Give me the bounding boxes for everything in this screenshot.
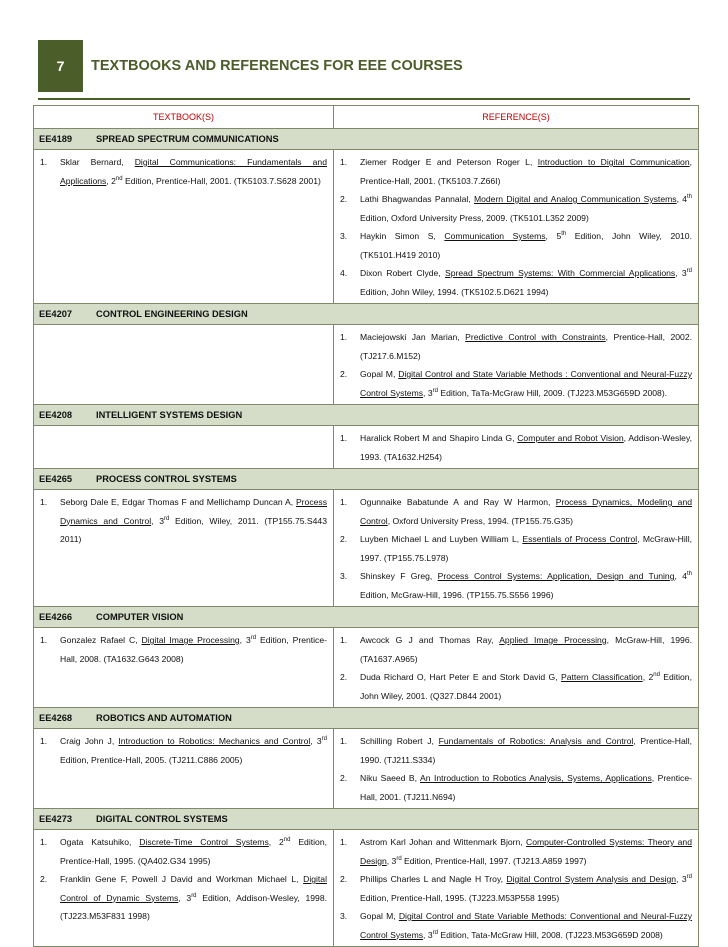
- item-details: , 3: [675, 268, 687, 278]
- item-edition-suffix: rd: [321, 736, 327, 743]
- item-authors: Schilling Robert J,: [360, 736, 439, 746]
- item-edition-suffix: rd: [396, 855, 402, 862]
- item-number: 3.: [340, 571, 348, 581]
- item-edition-suffix: rd: [191, 892, 197, 899]
- course-name: INTELLIGENT SYSTEMS DESIGN: [96, 410, 243, 420]
- item-authors: Maciejowski Jan Marian,: [360, 332, 466, 342]
- item-title: Discrete-Time Control Systems: [139, 837, 269, 847]
- item-title: Digital Control and State Variable Methods: Conventional and Neural-Fuzzy Control Systems: [360, 911, 692, 940]
- item-details: , McGraw-Hill, 1996. (TA1637.A965): [360, 635, 693, 664]
- item-title: Predictive Control with Constraints: [465, 332, 606, 342]
- references-list: [334, 426, 698, 468]
- item-authors: Ogunnaike Babatunde A and Ray W Harmon,: [360, 497, 556, 507]
- references-list: [334, 830, 698, 946]
- item-details: , Addison-Wesley, 1993. (TA1632.H254): [360, 433, 693, 462]
- references-list: [334, 729, 698, 808]
- item-title: Digital Image Processing: [141, 635, 240, 645]
- item-number: 1.: [340, 837, 348, 847]
- references-list: [334, 325, 698, 404]
- item-details: , 4: [676, 194, 687, 204]
- item-edition-suffix: th: [687, 194, 693, 201]
- course-header-cell: [34, 708, 699, 729]
- textbook-cell: [34, 830, 334, 947]
- courses-body: [34, 129, 699, 947]
- item-details: , Prentice-Hall, 2001. (TK5103.7.Z66I): [360, 157, 692, 186]
- item-publisher: Edition, Tata-McGraw Hill, 2008. (TJ223.M53G659D 2008): [437, 929, 663, 940]
- item-authors: Ogata Katsuhiko,: [60, 837, 140, 847]
- column-header-row: [34, 106, 699, 129]
- textbook-cell: [34, 426, 334, 469]
- item-number: 4.: [340, 268, 348, 278]
- references-list: [334, 150, 698, 303]
- item-number: 2.: [340, 874, 348, 884]
- item-details: , 3: [423, 387, 433, 398]
- item-edition-suffix: rd: [250, 635, 257, 642]
- course-name: DIGITAL CONTROL SYSTEMS: [96, 814, 228, 824]
- course-books-row: [34, 490, 699, 607]
- item-edition-suffix: nd: [115, 175, 123, 182]
- item-publisher: Edition, TaTa-McGraw Hill, 2009. (TJ223.M53G659D 2008).: [437, 387, 668, 398]
- item-number: 3.: [340, 911, 348, 921]
- item-publisher: Edition, Addison-Wesley, 1998. (TJ223.M53F831 1998): [60, 892, 327, 921]
- item-number: 1.: [340, 433, 348, 443]
- item-edition-suffix: rd: [164, 515, 170, 522]
- item-authors: Gonzalez Rafael C,: [60, 635, 142, 645]
- course-books-row: [34, 150, 699, 304]
- item-publisher: Edition, Prentice-Hall, 2001. (TK5103.7.S628 2001): [122, 175, 321, 186]
- item-title: Digital Communications: Fundamentals and Applications: [60, 157, 327, 186]
- item-publisher: Edition, Prentice-Hall, 1995. (TJ223.M53P558 1995): [360, 892, 560, 903]
- reference-item: [340, 190, 692, 227]
- item-number: 1.: [340, 635, 348, 645]
- item-details: , Oxford University Press, 1994. (TP155.75.G35): [387, 515, 574, 526]
- reference-item: [340, 493, 692, 530]
- course-books-row: [34, 628, 699, 708]
- reference-cell: [334, 729, 699, 809]
- item-authors: Phillips Charles L and Nagle H Troy,: [360, 874, 507, 884]
- reference-item: [340, 429, 692, 466]
- item-authors: Gopal M,: [360, 369, 399, 379]
- course-header-row: [34, 809, 699, 830]
- reference-item: [340, 833, 692, 870]
- item-number: 1.: [340, 736, 348, 746]
- item-number: 2.: [340, 194, 348, 204]
- textbooks-list: [34, 426, 333, 431]
- item-publisher: Edition, Prentice-Hall, 2005. (TJ211.C886 2005): [60, 754, 243, 765]
- item-edition-suffix: th: [561, 231, 567, 238]
- item-number: 3.: [340, 231, 348, 241]
- textbook-cell: [34, 150, 334, 304]
- item-publisher: Edition, Prentice-Hall, 1997. (TJ213.A859 1997): [401, 855, 587, 866]
- item-number: 1.: [40, 497, 48, 507]
- course-code: EE4273: [39, 814, 73, 824]
- reference-item: [340, 870, 692, 907]
- course-books-row: [34, 729, 699, 809]
- reference-item: [340, 769, 692, 806]
- item-title: Computer-Controlled Systems: Theory and Design: [360, 837, 692, 866]
- item-title: Digital Control System Analysis and Design: [506, 874, 677, 884]
- textbook-cell: [34, 628, 334, 708]
- header-divider: [38, 98, 690, 100]
- item-details: , 3: [386, 855, 397, 866]
- reference-column-header: REFERENCE(S): [334, 106, 699, 129]
- course-books-row: [34, 830, 699, 947]
- item-authors: Awcock G J and Thomas Ray,: [360, 635, 500, 645]
- item-edition-suffix: nd: [283, 837, 291, 844]
- item-authors: Niku Saeed B,: [360, 773, 420, 783]
- item-publisher: Edition, John Wiley, 2010. (TK5101.H419 2010): [360, 231, 692, 260]
- item-title: Process Dynamics and Control: [60, 497, 327, 526]
- item-authors: Luyben Michael L and Luyben William L,: [360, 534, 523, 544]
- item-authors: Seborg Dale E, Edgar Thomas F and Mellichamp Duncan A,: [60, 497, 296, 507]
- reference-cell: [334, 150, 699, 304]
- item-details: , 3: [423, 929, 433, 940]
- course-header-cell: [34, 405, 699, 426]
- item-title: Pattern Classification: [560, 672, 643, 682]
- reference-cell: [334, 490, 699, 607]
- course-header-cell: [34, 607, 699, 628]
- item-title: Essentials of Process Control: [522, 534, 638, 544]
- reference-item: [340, 668, 692, 705]
- reference-item: [340, 264, 692, 301]
- course-name: PROCESS CONTROL SYSTEMS: [96, 474, 237, 484]
- item-number: 1.: [340, 157, 348, 167]
- item-details: , 2: [106, 175, 116, 186]
- course-header-row: [34, 304, 699, 325]
- item-details: , 3: [676, 874, 687, 884]
- textbook-item: [40, 631, 327, 668]
- item-details: , 3: [151, 515, 165, 526]
- item-edition-suffix: rd: [686, 268, 693, 275]
- textbook-item: [40, 833, 327, 870]
- item-title: Applied Image Processing: [499, 635, 607, 645]
- item-publisher: Edition, Prentice-Hall, 2008. (TA1632.G643 2008): [60, 635, 327, 664]
- item-title: Spread Spectrum Systems: With Commercial Applications: [445, 268, 676, 278]
- item-authors: Astrom Karl Johan and Wittenmark Bjorn,: [360, 837, 527, 847]
- item-edition-suffix: rd: [686, 874, 692, 881]
- textbooks-list: [34, 325, 333, 330]
- item-authors: Gopal M,: [360, 911, 399, 921]
- item-details: , Prentice-Hall, 1990. (TJ211.S334): [360, 736, 692, 765]
- course-books-row: [34, 426, 699, 469]
- references-table: [33, 105, 699, 947]
- course-header-cell: [34, 129, 699, 150]
- textbook-item: [40, 870, 327, 926]
- item-authors: Duda Richard O, Hart Peter E and Stork David G,: [360, 672, 561, 682]
- textbook-cell: [34, 490, 334, 607]
- reference-item: [340, 567, 692, 604]
- reference-cell: [334, 628, 699, 708]
- item-title: An Introduction to Robotics Analysis, Systems, Applications: [420, 773, 652, 783]
- item-number: 1.: [340, 497, 348, 507]
- course-header-cell: [34, 809, 699, 830]
- reference-cell: [334, 426, 699, 469]
- item-details: , Prentice-Hall, 2001. (TJ211.N694): [360, 773, 692, 802]
- item-authors: Ziemer Rodger E and Peterson Roger L,: [360, 157, 538, 167]
- course-code: EE4265: [39, 474, 73, 484]
- item-details: , 3: [239, 635, 251, 645]
- course-name: COMPUTER VISION: [96, 612, 184, 622]
- item-number: 1.: [340, 332, 348, 342]
- textbooks-list: [34, 830, 333, 928]
- item-edition-suffix: nd: [653, 672, 660, 679]
- section-number: 7: [38, 40, 83, 92]
- item-details: , 2: [642, 672, 654, 682]
- item-number: 2.: [340, 369, 348, 379]
- course-code: EE4207: [39, 309, 73, 319]
- item-edition-suffix: rd: [432, 929, 438, 936]
- item-authors: Haralick Robert M and Shapiro Linda G,: [360, 433, 518, 443]
- item-publisher: Edition, Oxford University Press, 2009. (TK5101.L352 2009): [360, 212, 589, 223]
- item-title: Process Control Systems: Application, Design and Tuning: [437, 571, 675, 581]
- item-title: Modern Digital and Analog Communication Systems: [473, 194, 677, 204]
- item-number: 2.: [340, 672, 348, 682]
- course-name: CONTROL ENGINEERING DESIGN: [96, 309, 248, 319]
- item-number: 1.: [40, 635, 48, 645]
- item-details: , 3: [178, 892, 192, 903]
- course-header-row: [34, 469, 699, 490]
- course-code: EE4189: [39, 134, 73, 144]
- textbooks-list: [34, 628, 333, 670]
- item-authors: Shinskey F Greg,: [360, 571, 438, 581]
- reference-cell: [334, 325, 699, 405]
- course-header-row: [34, 708, 699, 729]
- item-details: , 3: [310, 736, 322, 746]
- reference-cell: [334, 830, 699, 947]
- item-details: , McGraw-Hill, 1997. (TP155.75.L978): [360, 534, 693, 563]
- course-name: ROBOTICS AND AUTOMATION: [96, 713, 232, 723]
- reference-item: [340, 530, 692, 567]
- item-authors: Craig John J,: [60, 736, 119, 746]
- item-authors: Franklin Gene F, Powell J David and Workman Michael L,: [60, 874, 304, 884]
- course-books-row: [34, 325, 699, 405]
- item-title: Introduction to Digital Communication: [537, 157, 690, 167]
- reference-item: [340, 907, 692, 944]
- course-header-row: [34, 607, 699, 628]
- item-number: 2.: [40, 874, 48, 884]
- item-publisher: Edition, McGraw-Hill, 1996. (TP155.75.S556 1996): [360, 589, 554, 600]
- item-details: , 4: [674, 571, 687, 581]
- item-authors: Sklar Bernard,: [60, 157, 135, 167]
- textbook-column-header: TEXTBOOK(S): [34, 106, 334, 129]
- textbooks-list: [34, 150, 333, 192]
- textbook-cell: [34, 325, 334, 405]
- reference-item: [340, 227, 692, 264]
- reference-item: [340, 153, 692, 190]
- section-header: [38, 40, 690, 92]
- item-number: 2.: [340, 773, 348, 783]
- item-publisher: Edition, Prentice-Hall, 1995. (QA402.G34 1995): [60, 837, 327, 866]
- item-title: Introduction to Robotics: Mechanics and Control: [118, 736, 311, 746]
- course-header-row: [34, 129, 699, 150]
- course-code: EE4268: [39, 713, 73, 723]
- reference-item: [340, 732, 692, 769]
- item-publisher: Edition, Wiley, 2011. (TP155.75.S443 2011): [60, 515, 327, 544]
- item-edition-suffix: rd: [432, 387, 438, 394]
- references-list: [334, 628, 698, 707]
- textbook-cell: [34, 729, 334, 809]
- item-publisher: Edition, John Wiley, 2001. (Q327.D844 2001): [360, 672, 692, 701]
- textbooks-list: [34, 729, 333, 771]
- section-title: TEXTBOOKS AND REFERENCES FOR EEE COURSES: [91, 58, 463, 74]
- item-title: Fundamentals of Robotics: Analysis and Control: [438, 736, 634, 746]
- course-header-row: [34, 405, 699, 426]
- course-header-cell: [34, 469, 699, 490]
- item-title: Digital Control of Dynamic Systems: [60, 874, 327, 903]
- reference-item: [340, 365, 692, 402]
- item-title: Communication Systems: [444, 231, 546, 241]
- item-edition-suffix: th: [686, 571, 692, 578]
- item-authors: Lathi Bhagwandas Pannalal,: [360, 194, 474, 204]
- item-title: Digital Control and State Variable Methods : Conventional and Neural-Fuzzy Control Systems: [360, 369, 692, 398]
- item-number: 1.: [40, 837, 48, 847]
- item-number: 1.: [40, 157, 48, 167]
- course-code: EE4266: [39, 612, 73, 622]
- item-publisher: Edition, John Wiley, 1994. (TK5102.5.D621 1994): [360, 286, 549, 297]
- item-authors: Haykin Simon S,: [360, 231, 445, 241]
- textbook-item: [40, 732, 327, 769]
- textbook-item: [40, 153, 327, 190]
- item-details: , Prentice-Hall, 2002.(TJ217.6.M152): [360, 332, 693, 361]
- course-header-cell: [34, 304, 699, 325]
- item-number: 1.: [40, 736, 48, 746]
- item-details: , 5: [545, 231, 562, 241]
- reference-item: [340, 631, 692, 668]
- textbook-item: [40, 493, 327, 549]
- course-name: SPREAD SPECTRUM COMMUNICATIONS: [96, 134, 279, 144]
- item-title: Process Dynamics, Modeling and Control: [360, 497, 693, 526]
- textbooks-list: [34, 490, 333, 551]
- item-details: , 2: [268, 837, 284, 847]
- course-code: EE4208: [39, 410, 73, 420]
- reference-item: [340, 328, 692, 365]
- references-list: [334, 490, 698, 606]
- item-authors: Dixon Robert Clyde,: [360, 268, 446, 278]
- item-number: 2.: [340, 534, 348, 544]
- item-title: Computer and Robot Vision: [517, 433, 624, 443]
